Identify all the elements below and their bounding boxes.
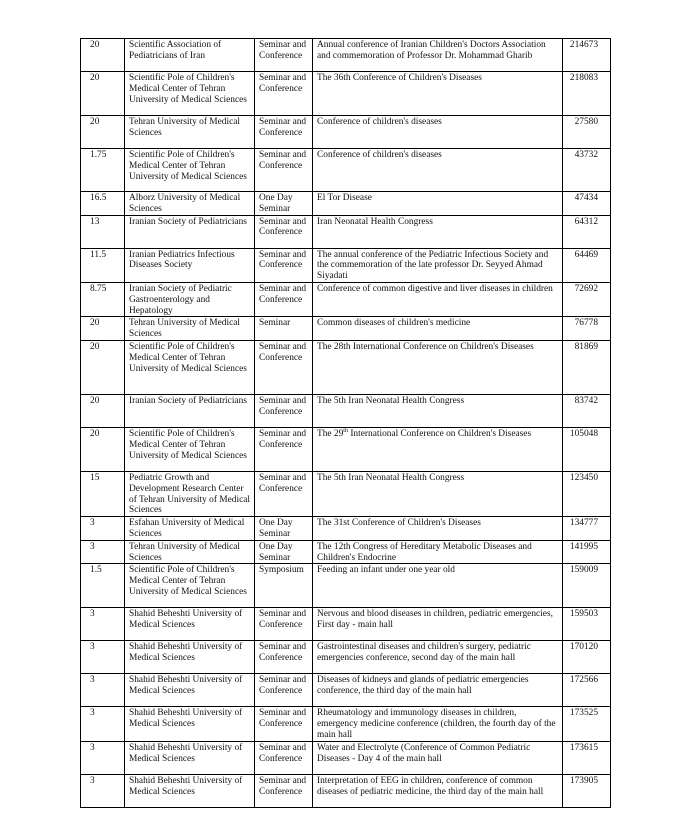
table-row bbox=[81, 774, 611, 807]
event-type-cell: Seminar and Conference bbox=[255, 427, 313, 471]
event-type-cell: Seminar and Conference bbox=[255, 707, 313, 741]
event-type-cell: Seminar and Conference bbox=[255, 248, 313, 282]
event-code-cell: 170120 bbox=[563, 641, 611, 674]
event-title-cell: Nervous and blood diseases in children, pediatric emergencies, First day - main hall bbox=[313, 608, 563, 641]
table-row bbox=[81, 641, 611, 674]
event-type-cell: One Day Seminar bbox=[255, 517, 313, 541]
organization-cell: Pediatric Growth and Development Research Center of Tehran University of Medical Sciences bbox=[125, 471, 255, 516]
organization-cell: Shahid Beheshti University of Medical Sciences bbox=[125, 707, 255, 741]
event-title-cell: El Tor Disease bbox=[313, 192, 563, 216]
event-title-cell: The 5th Iran Neonatal Health Congress bbox=[313, 394, 563, 427]
credit-cell: 1.5 bbox=[81, 564, 125, 608]
event-code-cell: 27580 bbox=[563, 116, 611, 149]
event-type-cell: Seminar and Conference bbox=[255, 471, 313, 516]
organization-cell: Scientific Pole of Children's Medical Center of Tehran University of Medical Sciences bbox=[125, 564, 255, 608]
credit-cell: 20 bbox=[81, 427, 125, 471]
credit-cell: 3 bbox=[81, 540, 125, 564]
event-type-cell: Seminar and Conference bbox=[255, 149, 313, 192]
event-type-cell: Seminar and Conference bbox=[255, 340, 313, 394]
table-row bbox=[81, 427, 611, 471]
event-code-cell: 105048 bbox=[563, 427, 611, 471]
table-row bbox=[81, 39, 611, 72]
table-row bbox=[81, 608, 611, 641]
event-title-cell: The annual conference of the Pediatric Infectious Society and the commemoration of the late professor Dr. Seyyed Ahmad Siyadati bbox=[313, 248, 563, 282]
event-code-cell: 81869 bbox=[563, 340, 611, 394]
table-row bbox=[81, 707, 611, 741]
table-row bbox=[81, 248, 611, 282]
credit-cell: 3 bbox=[81, 641, 125, 674]
organization-cell: Scientific Pole of Children's Medical Center of Tehran University of Medical Sciences bbox=[125, 149, 255, 192]
event-type-cell: Seminar and Conference bbox=[255, 215, 313, 248]
event-type-cell: Seminar and Conference bbox=[255, 608, 313, 641]
seminar-credits-table bbox=[80, 38, 611, 808]
table-row bbox=[81, 674, 611, 707]
organization-cell: Tehran University of Medical Sciences bbox=[125, 116, 255, 149]
table-row bbox=[81, 471, 611, 516]
organization-cell: Shahid Beheshti University of Medical Sciences bbox=[125, 608, 255, 641]
event-title-cell: Conference of common digestive and liver diseases in children bbox=[313, 282, 563, 316]
credit-cell: 11.5 bbox=[81, 248, 125, 282]
event-title-cell: Conference of children's diseases bbox=[313, 149, 563, 192]
event-code-cell: 123450 bbox=[563, 471, 611, 516]
organization-cell: Scientific Pole of Children's Medical Center of Tehran University of Medical Sciences bbox=[125, 72, 255, 116]
organization-cell: Shahid Beheshti University of Medical Sciences bbox=[125, 674, 255, 707]
credit-cell: 15 bbox=[81, 471, 125, 516]
credit-cell: 13 bbox=[81, 215, 125, 248]
event-code-cell: 76778 bbox=[563, 317, 611, 341]
event-code-cell: 218083 bbox=[563, 72, 611, 116]
table-row bbox=[81, 394, 611, 427]
event-type-cell: Seminar and Conference bbox=[255, 116, 313, 149]
credit-cell: 3 bbox=[81, 517, 125, 541]
event-code-cell: 173525 bbox=[563, 707, 611, 741]
table-row bbox=[81, 317, 611, 341]
event-code-cell: 159503 bbox=[563, 608, 611, 641]
table-row bbox=[81, 149, 611, 192]
event-title-cell: Annual conference of Iranian Children's Doctors Association and commemoration of Professor Dr. Mohammad Gharib bbox=[313, 39, 563, 72]
event-type-cell: Seminar and Conference bbox=[255, 641, 313, 674]
organization-cell: Tehran University of Medical Sciences bbox=[125, 540, 255, 564]
event-title-cell: The 31st Conference of Children's Diseases bbox=[313, 517, 563, 541]
event-type-cell: One Day Seminar bbox=[255, 192, 313, 216]
event-title-cell: Diseases of kidneys and glands of pediatric emergencies conference, the third day of the main hall bbox=[313, 674, 563, 707]
organization-cell: Iranian Pediatrics Infectious Diseases Society bbox=[125, 248, 255, 282]
organization-cell: Scientific Pole of Children's Medical Center of Tehran University of Medical Sciences bbox=[125, 427, 255, 471]
event-code-cell: 141995 bbox=[563, 540, 611, 564]
credit-cell: 3 bbox=[81, 774, 125, 807]
credit-cell: 20 bbox=[81, 116, 125, 149]
event-type-cell: Symposium bbox=[255, 564, 313, 608]
table-row bbox=[81, 517, 611, 541]
credit-cell: 20 bbox=[81, 340, 125, 394]
event-title-cell: Water and Electrolyte (Conference of Common Pediatric Diseases - Day 4 of the main hall bbox=[313, 741, 563, 774]
event-title-cell: Common diseases of children's medicine bbox=[313, 317, 563, 341]
event-code-cell: 173905 bbox=[563, 774, 611, 807]
event-title-cell: Interpretation of EEG in children, conference of common diseases of pediatric medicine, the third day of the main hall bbox=[313, 774, 563, 807]
event-type-cell: Seminar and Conference bbox=[255, 741, 313, 774]
event-code-cell: 134777 bbox=[563, 517, 611, 541]
event-code-cell: 64312 bbox=[563, 215, 611, 248]
event-title-cell: The 29th International Conference on Children's Diseases bbox=[313, 427, 563, 471]
table-row bbox=[81, 116, 611, 149]
table-row bbox=[81, 72, 611, 116]
organization-cell: Iranian Society of Pediatricians bbox=[125, 215, 255, 248]
event-type-cell: Seminar and Conference bbox=[255, 774, 313, 807]
event-type-cell: Seminar bbox=[255, 317, 313, 341]
organization-cell: Iranian Society of Pediatricians bbox=[125, 394, 255, 427]
event-title-cell: The 5th Iran Neonatal Health Congress bbox=[313, 471, 563, 516]
event-title-cell: The 12th Congress of Hereditary Metabolic Diseases and Children's Endocrine bbox=[313, 540, 563, 564]
organization-cell: Scientific Pole of Children's Medical Center of Tehran University of Medical Sciences bbox=[125, 340, 255, 394]
organization-cell: Esfahan University of Medical Sciences bbox=[125, 517, 255, 541]
table-row bbox=[81, 282, 611, 316]
credit-cell: 3 bbox=[81, 741, 125, 774]
table-row bbox=[81, 215, 611, 248]
organization-cell: Iranian Society of Pediatric Gastroenterology and Hepatology bbox=[125, 282, 255, 316]
event-title-cell: The 28th International Conference on Children's Diseases bbox=[313, 340, 563, 394]
event-type-cell: Seminar and Conference bbox=[255, 674, 313, 707]
event-code-cell: 43732 bbox=[563, 149, 611, 192]
event-title-cell: The 36th Conference of Children's Diseases bbox=[313, 72, 563, 116]
table-row bbox=[81, 741, 611, 774]
event-code-cell: 173615 bbox=[563, 741, 611, 774]
event-code-cell: 172566 bbox=[563, 674, 611, 707]
event-title-cell: Iran Neonatal Health Congress bbox=[313, 215, 563, 248]
event-type-cell: Seminar and Conference bbox=[255, 39, 313, 72]
credit-cell: 20 bbox=[81, 39, 125, 72]
organization-cell: Shahid Beheshti University of Medical Sciences bbox=[125, 774, 255, 807]
table-row bbox=[81, 540, 611, 564]
credit-cell: 1.75 bbox=[81, 149, 125, 192]
event-type-cell: One Day Seminar bbox=[255, 540, 313, 564]
event-type-cell: Seminar and Conference bbox=[255, 282, 313, 316]
event-code-cell: 47434 bbox=[563, 192, 611, 216]
credit-cell: 3 bbox=[81, 707, 125, 741]
event-type-cell: Seminar and Conference bbox=[255, 72, 313, 116]
organization-cell: Shahid Beheshti University of Medical Sciences bbox=[125, 641, 255, 674]
credit-cell: 20 bbox=[81, 394, 125, 427]
organization-cell: Scientific Association of Pediatricians of Iran bbox=[125, 39, 255, 72]
event-code-cell: 214673 bbox=[563, 39, 611, 72]
credit-cell: 8.75 bbox=[81, 282, 125, 316]
event-title-cell: Feeding an infant under one year old bbox=[313, 564, 563, 608]
document-page bbox=[80, 38, 610, 808]
event-code-cell: 83742 bbox=[563, 394, 611, 427]
credit-cell: 16.5 bbox=[81, 192, 125, 216]
table-row bbox=[81, 564, 611, 608]
table-row bbox=[81, 340, 611, 394]
event-code-cell: 64469 bbox=[563, 248, 611, 282]
organization-cell: Shahid Beheshti University of Medical Sciences bbox=[125, 741, 255, 774]
organization-cell: Tehran University of Medical Sciences bbox=[125, 317, 255, 341]
event-title-cell: Gastrointestinal diseases and children's surgery, pediatric emergencies conference, second day of the main hall bbox=[313, 641, 563, 674]
event-title-cell: Conference of children's diseases bbox=[313, 116, 563, 149]
credit-cell: 20 bbox=[81, 317, 125, 341]
credit-cell: 3 bbox=[81, 608, 125, 641]
event-title-cell: Rheumatology and immunology diseases in children, emergency medicine conference (children, the fourth day of the main hall bbox=[313, 707, 563, 741]
event-code-cell: 72692 bbox=[563, 282, 611, 316]
event-code-cell: 159009 bbox=[563, 564, 611, 608]
credit-cell: 3 bbox=[81, 674, 125, 707]
organization-cell: Alborz University of Medical Sciences bbox=[125, 192, 255, 216]
event-type-cell: Seminar and Conference bbox=[255, 394, 313, 427]
table-row bbox=[81, 192, 611, 216]
credit-cell: 20 bbox=[81, 72, 125, 116]
